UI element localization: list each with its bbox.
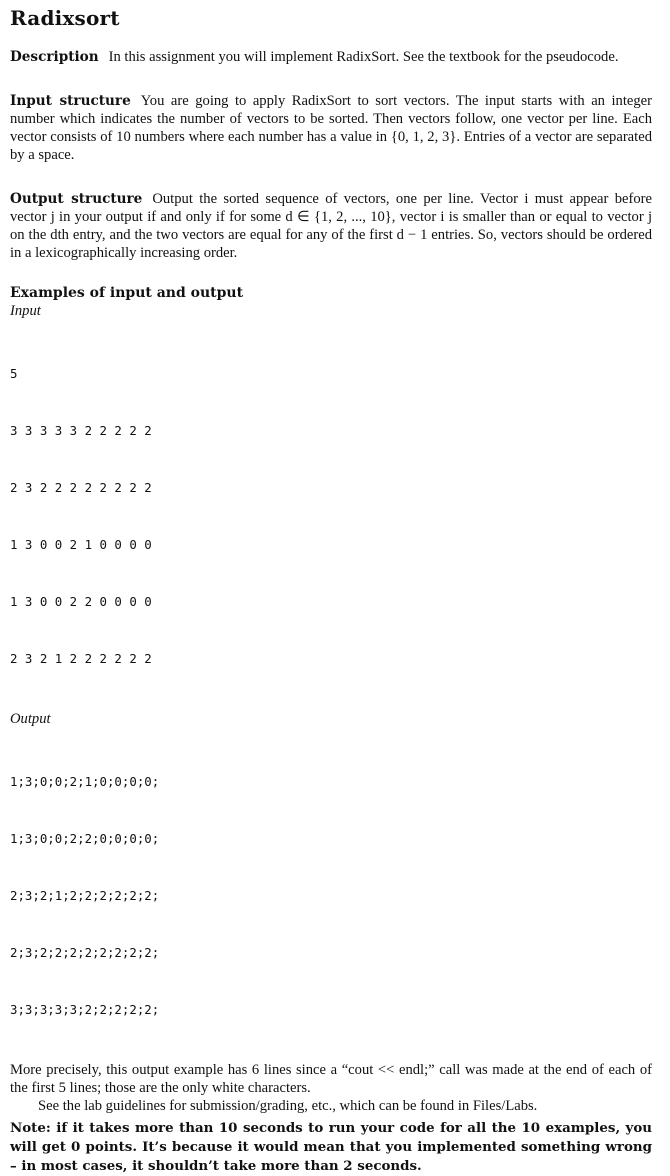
output-code-block [10,734,652,1057]
output-structure-text: Output the sorted sequence of vectors, one per line. Vector i must appear before vector j in your output if and only if for some d ∈ {1, 2, ..., 10}, vector i is smaller than or equal to vector j on the dth entry, and the two vectors are equal for any of the first d − 1 entries. So, vectors should be ordered in a lexicographically increasing order. [10,191,652,261]
precision-note: More precisely, this output example has 6 lines since a “cout << endl;” call was made at the end of each of the first 5 lines; those are the only white characters. [10,1062,652,1096]
input-line: 2 3 2 2 2 2 2 2 2 2 [10,480,152,495]
input-code-block [10,326,652,706]
output-line: 1;3;0;0;2;1;0;0;0;0; [10,774,160,789]
input-line: 2 3 2 1 2 2 2 2 2 2 [10,651,152,666]
input-structure-heading: Input structure [10,93,131,109]
input-line: 1 3 0 0 2 2 0 0 0 0 [10,594,152,609]
spacer [10,164,652,190]
timing-note: Note: if it takes more than 10 seconds to run your code for all the 10 examples, you will get 0 points. It’s because it would mean that you implemented something wrong – in most cases, it shouldn’t take more than 2 seconds. [10,1120,652,1174]
input-line: 1 3 0 0 2 1 0 0 0 0 [10,537,152,552]
description-text: In this assignment you will implement RadixSort. See the textbook for the pseudocode. [108,49,619,65]
page-title: Radixsort [10,6,120,30]
input-structure-paragraph [10,92,652,164]
input-label: Input [10,303,41,319]
description-paragraph [10,48,652,66]
output-line: 3;3;3;3;3;2;2;2;2;2; [10,1002,160,1017]
document-page [10,6,652,1176]
description-heading: Description [10,49,99,65]
output-structure-heading: Output structure [10,191,143,207]
input-line: 3 3 3 3 3 2 2 2 2 2 [10,423,152,438]
output-structure-paragraph [10,190,652,262]
lab-guidelines: See the lab guidelines for submission/grading, etc., which can be found in Files/Labs. [38,1098,538,1114]
input-structure-text: You are going to apply RadixSort to sort vectors. The input starts with an integer number which indicates the number of vectors to be sorted. Then vectors follow, one vector per line. Each vector consists of 10 numbers where each number has a value in {0, 1, 2, 3}. Entries of a vector are separated by a space. [10,93,652,163]
examples-heading: Examples of input and output [10,285,244,301]
output-line: 2;3;2;1;2;2;2;2;2;2; [10,888,160,903]
spacer [10,262,652,284]
output-line: 1;3;0;0;2;2;0;0;0;0; [10,831,160,846]
input-line: 5 [10,366,18,381]
output-label: Output [10,711,51,727]
spacer [10,66,652,92]
output-line: 2;3;2;2;2;2;2;2;2;2; [10,945,160,960]
